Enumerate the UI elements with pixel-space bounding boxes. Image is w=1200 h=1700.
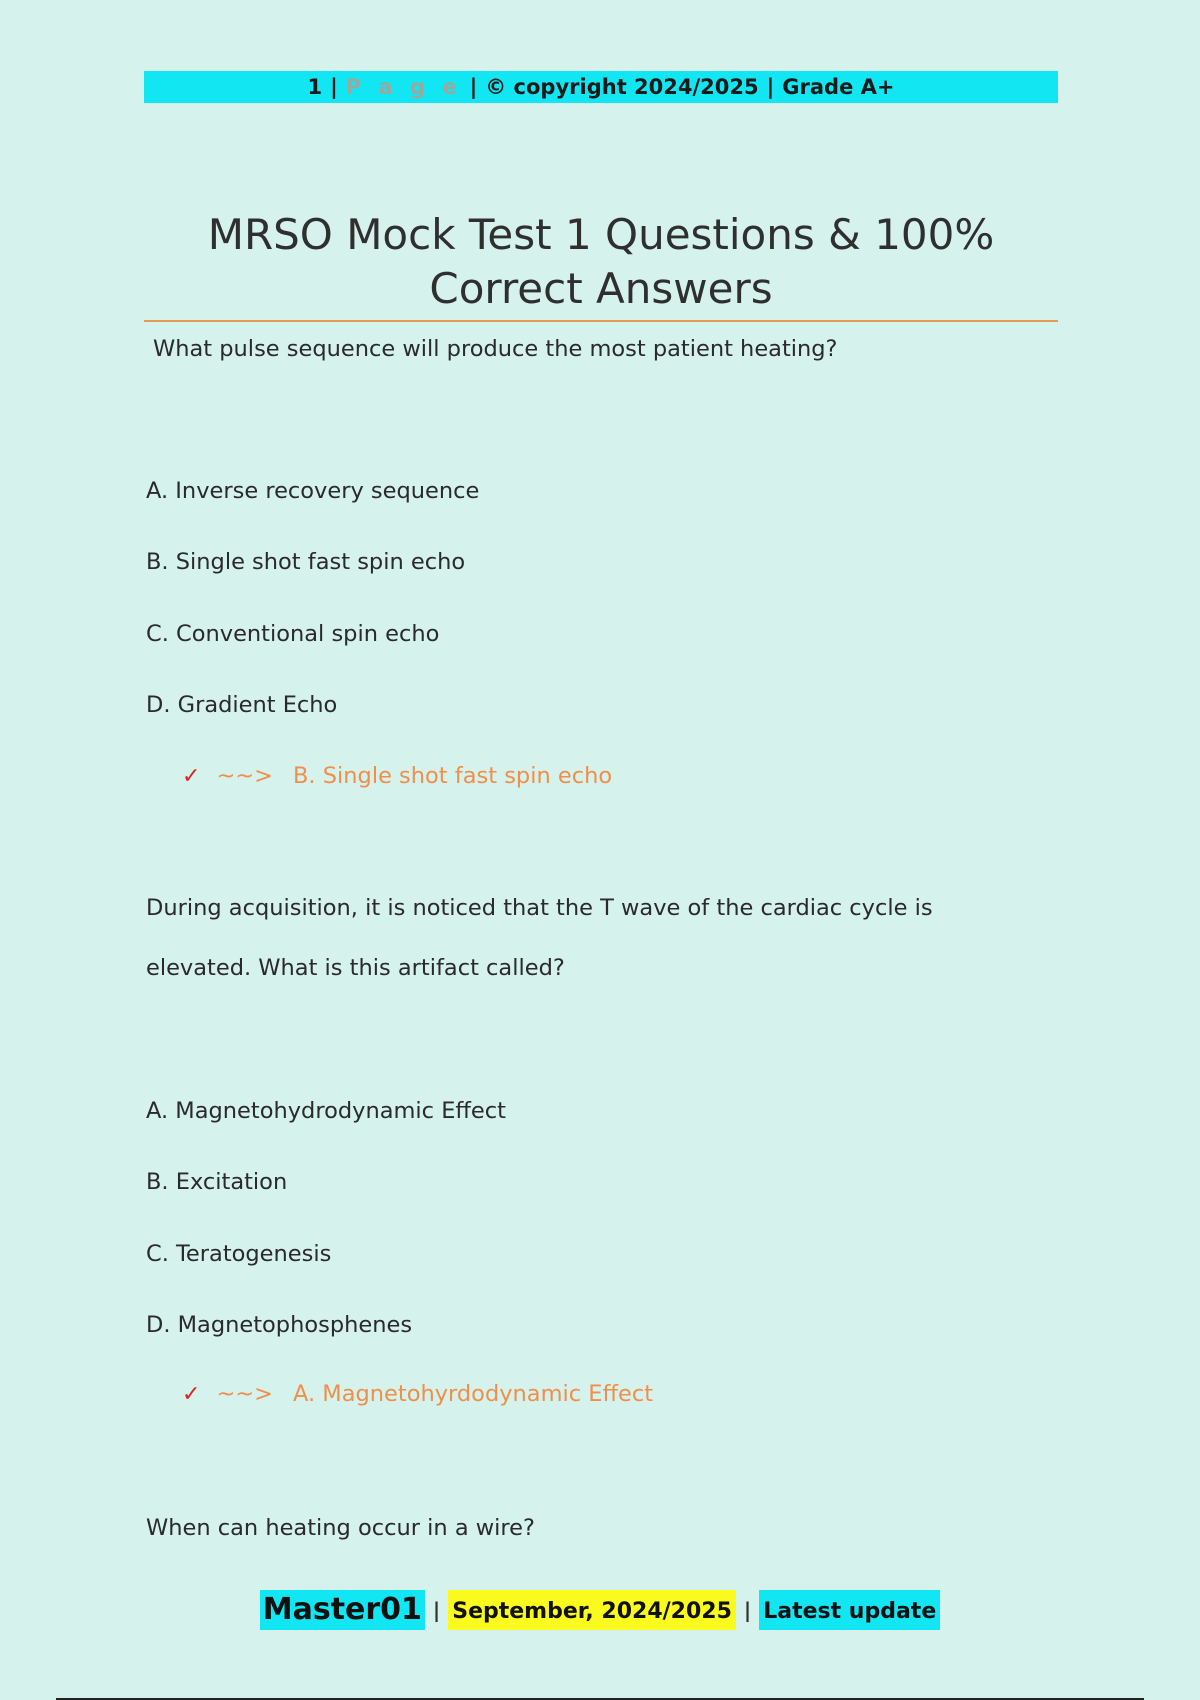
footer-date: September, 2024/2025 bbox=[448, 1590, 736, 1630]
page-word: P a g e bbox=[345, 75, 462, 99]
grade-text: Grade A+ bbox=[782, 75, 895, 99]
header-separator: | bbox=[330, 75, 338, 99]
question-3-prompt: When can heating occur in a wire? bbox=[146, 1515, 535, 1541]
question-2-prompt-line-1: During acquisition, it is noticed that the T wave of the cardiac cycle is bbox=[146, 895, 933, 921]
header-separator: | bbox=[766, 75, 775, 99]
answer-text: B. Single shot fast spin echo bbox=[293, 763, 613, 789]
answer-arrow: ~~> bbox=[216, 1381, 273, 1407]
page-header bbox=[144, 71, 1058, 103]
title-divider bbox=[144, 320, 1058, 322]
question-2-option-b: B. Excitation bbox=[146, 1169, 288, 1195]
question-2-option-a: A. Magnetohydrodynamic Effect bbox=[146, 1098, 506, 1124]
question-1-answer bbox=[182, 763, 612, 789]
question-1-option-d: D. Gradient Echo bbox=[146, 692, 338, 718]
copyright-text: © copyright 2024/2025 bbox=[485, 75, 759, 99]
question-1-option-c: C. Conventional spin echo bbox=[146, 621, 440, 647]
answer-arrow: ~~> bbox=[216, 763, 273, 789]
author-label: Master01 bbox=[260, 1590, 425, 1630]
answer-text: A. Magnetohyrdodynamic Effect bbox=[293, 1381, 654, 1407]
check-icon: ✓ bbox=[182, 1381, 201, 1407]
document-title bbox=[144, 208, 1058, 316]
header-separator: | bbox=[469, 75, 478, 99]
title-line-1: MRSO Mock Test 1 Questions & 100% bbox=[207, 210, 995, 259]
page-footer bbox=[0, 1590, 1200, 1630]
footer-separator: | bbox=[432, 1598, 441, 1622]
footer-update: Latest update bbox=[759, 1590, 940, 1630]
title-line-2: Correct Answers bbox=[429, 264, 773, 313]
footer-separator: | bbox=[743, 1598, 752, 1622]
page-number: 1 bbox=[307, 75, 323, 99]
question-1-option-b: B. Single shot fast spin echo bbox=[146, 549, 466, 575]
question-1-option-a: A. Inverse recovery sequence bbox=[146, 478, 480, 504]
question-1-prompt: What pulse sequence will produce the most patient heating? bbox=[153, 336, 838, 362]
check-icon: ✓ bbox=[182, 763, 201, 789]
question-2-prompt-line-2: elevated. What is this artifact called? bbox=[146, 955, 565, 981]
question-2-option-c: C. Teratogenesis bbox=[146, 1241, 332, 1267]
question-2-answer bbox=[182, 1381, 653, 1407]
question-2-option-d: D. Magnetophosphenes bbox=[146, 1312, 413, 1338]
